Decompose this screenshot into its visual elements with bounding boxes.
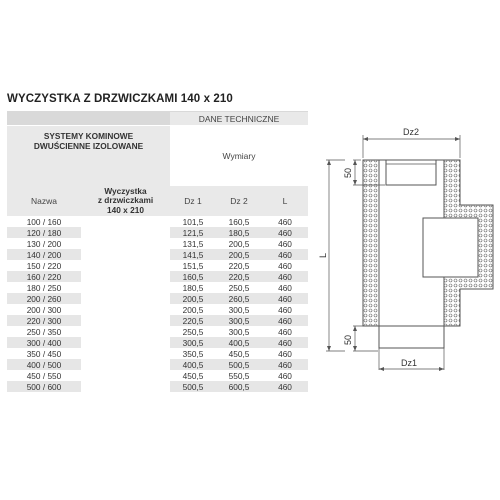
table-row-nazwa-cell: 200 / 300 xyxy=(7,304,81,315)
table-row-nazwa-cell: 160 / 220 xyxy=(7,271,81,282)
table-row-dz2-cell: 400,5 xyxy=(216,337,262,348)
table-row-dz2-cell: 300,5 xyxy=(216,315,262,326)
table-row-l-cell: 460 xyxy=(262,370,308,381)
table-row-dz1-cell: 180,5 xyxy=(170,282,216,293)
page-title: WYCZYSTKA Z DRZWICZKAMI 140 x 210 xyxy=(7,93,233,105)
col-product-line-1: Wyczystka xyxy=(104,185,147,196)
table-row-l-cell: 460 xyxy=(262,216,308,227)
table-row-dz2-cell: 200,5 xyxy=(216,238,262,249)
table-row-dz1-cell: 131,5 xyxy=(170,238,216,249)
table-row-l-cell: 460 xyxy=(262,304,308,315)
table-row-dz1-cell: 300,5 xyxy=(170,337,216,348)
col-nazwa-header: Nazwa xyxy=(7,186,81,216)
table-row-l-cell: 460 xyxy=(262,249,308,260)
table-row-dz1-cell: 151,5 xyxy=(170,260,216,271)
table-row-dz2-cell: 200,5 xyxy=(216,249,262,260)
table-row-nazwa-cell: 450 / 550 xyxy=(7,370,81,381)
col-product-header xyxy=(81,186,170,216)
table-row-l-cell: 460 xyxy=(262,293,308,304)
table-row-l-cell: 460 xyxy=(262,238,308,249)
table-row-nazwa-cell: 300 / 400 xyxy=(7,337,81,348)
table-row-dz1-cell: 121,5 xyxy=(170,227,216,238)
table-row-dz1-cell: 450,5 xyxy=(170,370,216,381)
table-row-dz2-cell: 220,5 xyxy=(216,271,262,282)
table-row-l-cell: 460 xyxy=(262,227,308,238)
table-row-dz1-cell: 400,5 xyxy=(170,359,216,370)
table-row-l-cell: 460 xyxy=(262,282,308,293)
wymiary-header: Wymiary xyxy=(170,126,308,186)
table-row-dz2-cell: 450,5 xyxy=(216,348,262,359)
table-row-dz1-cell: 200,5 xyxy=(170,304,216,315)
table-row-nazwa-cell: 150 / 220 xyxy=(7,260,81,271)
table-row-dz1-cell: 500,5 xyxy=(170,381,216,392)
col-dz1-header: Dz 1 xyxy=(170,186,216,216)
table-row-dz2-cell: 160,5 xyxy=(216,216,262,227)
table-row-nazwa-cell: 180 / 250 xyxy=(7,282,81,293)
table-row-dz1-cell: 350,5 xyxy=(170,348,216,359)
table-row-dz2-cell: 600,5 xyxy=(216,381,262,392)
l-label: L xyxy=(318,252,328,258)
table-row-l-cell: 460 xyxy=(262,381,308,392)
table-row-dz1-cell: 141,5 xyxy=(170,249,216,260)
table-row-dz2-cell: 220,5 xyxy=(216,260,262,271)
table-row-l-cell: 460 xyxy=(262,326,308,337)
table-row-nazwa-cell: 130 / 200 xyxy=(7,238,81,249)
door-opening xyxy=(423,218,478,277)
bottom-outlet xyxy=(379,326,444,348)
col-l-header: L xyxy=(262,186,308,216)
table-row-nazwa-cell: 100 / 160 xyxy=(7,216,81,227)
table-row-dz2-cell: 300,5 xyxy=(216,304,262,315)
col-product-line-2: z drzwiczkami xyxy=(97,195,154,206)
table-row-dz1-cell: 250,5 xyxy=(170,326,216,337)
table-row-l-cell: 460 xyxy=(262,359,308,370)
table-row-dz2-cell: 300,5 xyxy=(216,326,262,337)
table-row-dz1-cell: 101,5 xyxy=(170,216,216,227)
table-row-dz2-cell: 500,5 xyxy=(216,359,262,370)
table-row-nazwa-cell: 120 / 180 xyxy=(7,227,81,238)
table-row-dz2-cell: 250,5 xyxy=(216,282,262,293)
bottom-50-label: 50 xyxy=(343,334,353,345)
table-row-nazwa-cell: 350 / 450 xyxy=(7,348,81,359)
table-row-nazwa-cell: 220 / 300 xyxy=(7,315,81,326)
table-row-nazwa-cell: 500 / 600 xyxy=(7,381,81,392)
systems-header xyxy=(7,126,170,156)
systems-header-spacer xyxy=(7,156,170,186)
table-row-dz2-cell: 180,5 xyxy=(216,227,262,238)
col-dz2-header: Dz 2 xyxy=(216,186,262,216)
systems-line-2: DWUŚCIENNE IZOLOWANE xyxy=(33,141,144,151)
table-row-l-cell: 460 xyxy=(262,315,308,326)
top-50-label: 50 xyxy=(343,167,353,178)
table-row-nazwa-cell: 400 / 500 xyxy=(7,359,81,370)
dane-techniczne-header: DANE TECHNICZNE xyxy=(170,112,308,125)
table-row-dz2-cell: 260,5 xyxy=(216,293,262,304)
table-row-nazwa-cell: 250 / 350 xyxy=(7,326,81,337)
table-row-l-cell: 460 xyxy=(262,271,308,282)
product-diagram xyxy=(318,118,500,380)
table-row-l-cell: 460 xyxy=(262,337,308,348)
table-row-dz1-cell: 200,5 xyxy=(170,293,216,304)
product-merged-cell xyxy=(81,216,170,392)
dz1-label: Dz1 xyxy=(401,358,418,368)
table-row-dz1-cell: 160,5 xyxy=(170,271,216,282)
table-row-nazwa-cell: 140 / 200 xyxy=(7,249,81,260)
table-row-dz2-cell: 550,5 xyxy=(216,370,262,381)
col-product-line-3: 140 x 210 xyxy=(107,204,144,215)
table-row-l-cell: 460 xyxy=(262,348,308,359)
systems-line-1: SYSTEMY KOMINOWE xyxy=(43,131,134,141)
dz2-label: Dz2 xyxy=(403,127,420,137)
table-row-l-cell: 460 xyxy=(262,260,308,271)
table-row-nazwa-cell: 200 / 260 xyxy=(7,293,81,304)
table-row-dz1-cell: 220,5 xyxy=(170,315,216,326)
